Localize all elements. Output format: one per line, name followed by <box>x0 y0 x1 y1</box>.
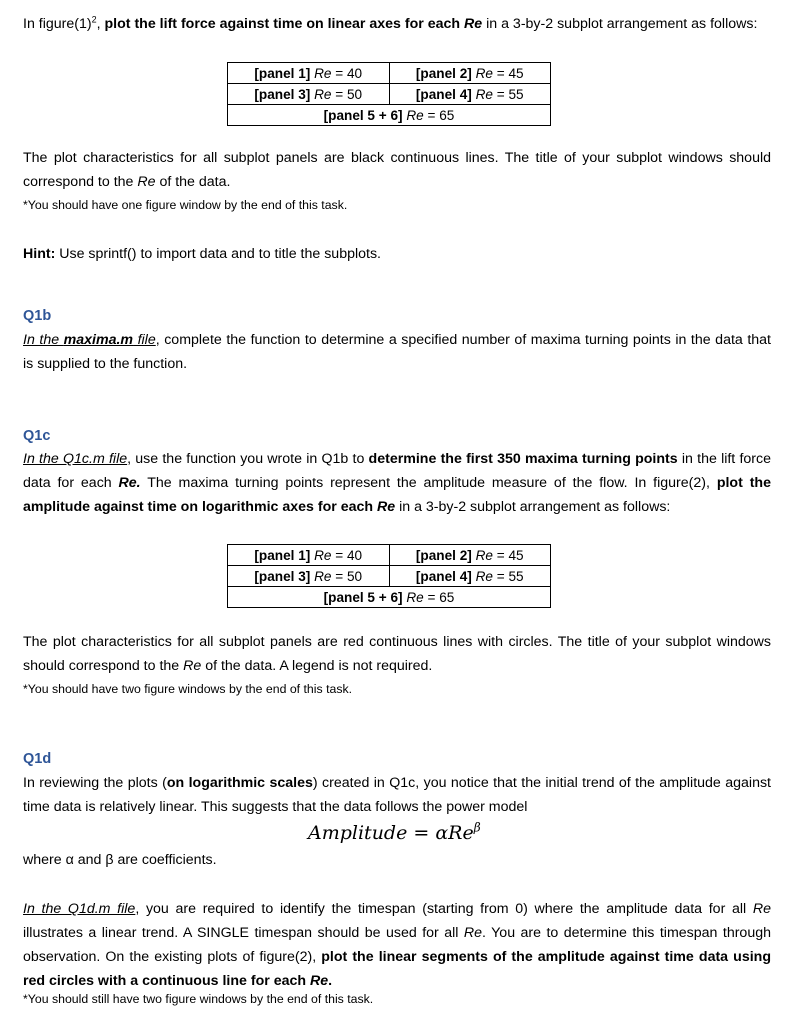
file-suffix: file <box>133 332 156 348</box>
task-a-note: *You should have one figure window by the end of this task. <box>23 198 348 212</box>
panel-value: = 65 <box>423 589 455 605</box>
panel-2-cell <box>389 545 551 566</box>
q1d-note: *You should still have two figure windows by the end of this task. <box>23 992 374 1006</box>
formula-rhs: αRe <box>435 822 474 844</box>
q1d-heading: Q1d <box>23 751 52 767</box>
maxima-file-link: maxima.m <box>63 332 134 348</box>
re-symbol: Re. <box>118 475 141 491</box>
q1d-intro <box>23 771 771 819</box>
hint-label: Hint: <box>23 246 56 262</box>
q1c-text-4: in a 3-by-2 subplot arrangement as follows: <box>395 499 671 515</box>
panel-4-cell <box>389 84 551 105</box>
panel-value: = 65 <box>423 107 455 123</box>
panel-label: [panel 3] <box>254 86 311 102</box>
q1d-text-3: , you are required to identify the timespan (starting from 0) where the amplitude data for all <box>135 901 753 917</box>
re-symbol: Re <box>314 86 332 102</box>
panel-value: = 40 <box>331 65 363 81</box>
chars-text-2: of the data. A legend is not required. <box>201 658 433 674</box>
panel-2-cell <box>389 63 551 84</box>
panel-label: [panel 1] <box>254 65 311 81</box>
q1b-text <box>23 328 771 376</box>
panel-value: = 45 <box>492 547 524 563</box>
re-symbol: Re <box>137 174 156 190</box>
panel-table-1 <box>227 62 551 126</box>
re-symbol: Re <box>183 658 202 674</box>
q1d-task <box>23 897 771 993</box>
q1c-text <box>23 447 771 519</box>
coefficients-note: where α and β are coefficients. <box>23 852 217 868</box>
q1c-note: *You should have two figure windows by the end of this task. <box>23 682 353 696</box>
re-symbol: Re <box>314 65 332 81</box>
panel-value: = 55 <box>492 568 524 584</box>
panel-1-cell <box>228 545 390 566</box>
chars-text: The plot characteristics for all subplot panels are black continuous lines. The title of your subplot windows should correspond to the <box>23 150 771 190</box>
intro-superscript: 2 <box>91 14 97 25</box>
q1b-heading: Q1b <box>23 308 52 324</box>
panel-label: [panel 5 + 6] <box>323 589 403 605</box>
panel-label: [panel 4] <box>415 568 472 584</box>
chars-text: The plot characteristics for all subplot panels are red continuous lines with circles. The title of your subplot windows should correspond to the <box>23 634 771 674</box>
intro-text: In figure(1) <box>23 16 92 32</box>
q1d-text-2: ) created in Q1c, you notice that the initial trend of the amplitude against time data is relatively linear. This suggests that the data follows the power model <box>23 775 771 815</box>
intro-text-3: in a 3-by-2 subplot arrangement as follows: <box>482 16 758 32</box>
hint <box>23 242 771 266</box>
q1b-body: , complete the function to determine a specified number of maxima turning points in the data that is supplied to the function. <box>23 332 771 372</box>
q1c-characteristics <box>23 630 771 678</box>
panel-value: = 55 <box>492 86 524 102</box>
q1c-text-2: in the lift force data for each <box>23 451 772 491</box>
panel-3-cell <box>228 566 390 587</box>
q1c-heading: Q1c <box>23 428 51 444</box>
q1d-text-5: . You are to determine this timespan through observation. On the existing plots of figure(2), <box>23 925 771 965</box>
q1c-bold-2: plot the amplitude against time on logarithmic axes for each <box>23 475 771 515</box>
panel-label: [panel 2] <box>415 547 472 563</box>
panel-value: = 45 <box>492 65 524 81</box>
panel-label: [panel 3] <box>254 568 311 584</box>
q1c-bold-1: determine the first 350 maxima turning points <box>368 451 678 467</box>
re-symbol: Re <box>309 973 329 989</box>
panel-label: [panel 5 + 6] <box>323 107 403 123</box>
panel-5-6-cell <box>228 105 551 126</box>
formula-equals: = <box>407 822 436 844</box>
re-symbol: Re <box>463 925 482 941</box>
re-symbol: Re <box>752 901 772 917</box>
q1d-bold-2: plot the linear segments of the amplitude against time data using red circles with a continuous line for each <box>23 949 771 989</box>
intro-bold: plot the lift force against time on linear axes for each <box>104 16 465 32</box>
q1d-text-1: In reviewing the plots ( <box>23 775 167 791</box>
re-symbol: Re <box>475 568 493 584</box>
panel-3-cell <box>228 84 390 105</box>
panel-table-2 <box>227 544 551 608</box>
panel-5-6-cell <box>228 587 551 608</box>
re-symbol: Re <box>314 547 332 563</box>
chars-text-2: of the data. <box>155 174 231 190</box>
panel-label: [panel 1] <box>254 547 311 563</box>
re-symbol: Re <box>406 107 424 123</box>
q1c-file-link: In the Q1c.m file <box>23 451 128 467</box>
re-symbol: Re <box>475 65 493 81</box>
intro-text-2: , <box>96 16 105 32</box>
q1d-bold-end: . <box>328 973 333 989</box>
formula-lhs: Amplitude <box>308 822 408 844</box>
re-symbol: Re <box>475 547 493 563</box>
power-model-formula <box>308 820 481 846</box>
panel-value: = 50 <box>331 568 363 584</box>
panel-label: [panel 4] <box>415 86 472 102</box>
re-symbol: Re <box>314 568 332 584</box>
panel-label: [panel 2] <box>415 65 472 81</box>
panel-1-cell <box>228 63 390 84</box>
hint-text: Use sprintf() to import data and to title the subplots. <box>55 246 381 262</box>
panel-value: = 50 <box>331 86 363 102</box>
re-symbol: Re <box>475 86 493 102</box>
formula-exponent: β <box>473 820 481 835</box>
q1d-file-link: In the Q1d.m file <box>23 901 136 917</box>
q1c-text-1: , use the function you wrote in Q1b to <box>127 451 369 467</box>
task-a-intro <box>23 12 771 36</box>
q1d-bold-1: on logarithmic scales <box>166 775 313 791</box>
q1c-text-3: The maxima turning points represent the amplitude measure of the flow. In figure(2), <box>140 475 717 491</box>
panel-value: = 40 <box>331 547 363 563</box>
q1d-text-4: illustrates a linear trend. A SINGLE timespan should be used for all <box>23 925 464 941</box>
re-symbol: Re <box>406 589 424 605</box>
re-symbol: Re <box>377 499 396 515</box>
intro-re: Re <box>464 16 483 32</box>
task-a-characteristics <box>23 146 771 194</box>
panel-4-cell <box>389 566 551 587</box>
file-prefix: In the <box>23 332 64 348</box>
